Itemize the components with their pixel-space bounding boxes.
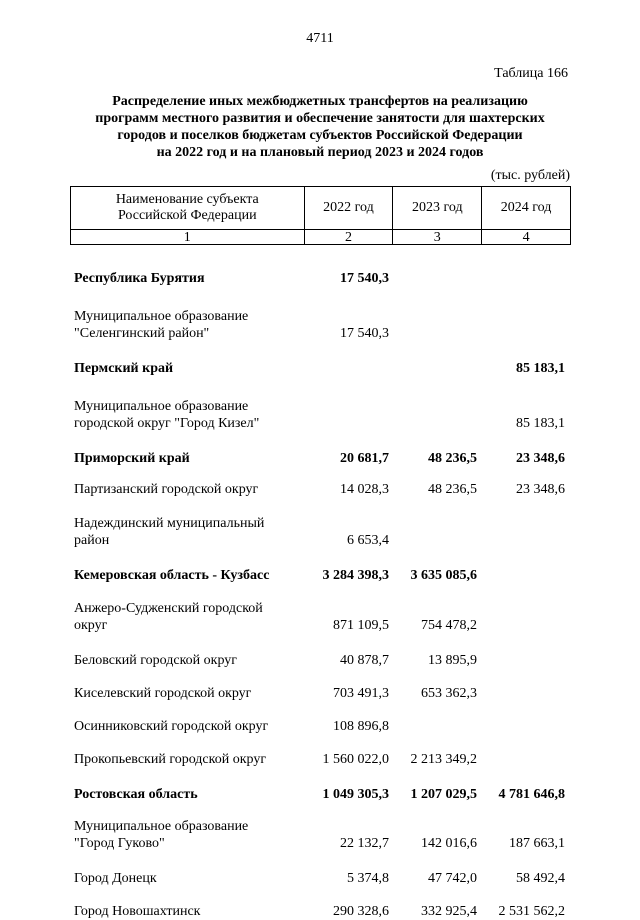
- table-header: [70, 186, 571, 245]
- row-value-2022: 6 653,4: [347, 533, 389, 548]
- row-value-2023: 1 207 029,5: [410, 787, 477, 802]
- row-name-line2: "Селенгинский район": [74, 326, 210, 341]
- title-line: на 2022 год и на плановый период 2023 и 2024 годов: [156, 145, 484, 160]
- row-name: [70, 600, 303, 634]
- table-row: [70, 360, 571, 377]
- table-row: [70, 818, 571, 852]
- row-name: [70, 308, 303, 342]
- row-name-line1: Прокопьевский городской округ: [74, 752, 267, 767]
- row-value-2023: 2 213 349,2: [410, 752, 477, 767]
- row-value-2023: 48 236,5: [428, 451, 477, 466]
- row-value-2022: 290 328,6: [333, 904, 389, 919]
- column-number-3: 3: [393, 230, 482, 245]
- row-name-line1: Анжеро-Судженский городской: [74, 601, 263, 616]
- row-value-2023: 754 478,2: [421, 618, 477, 633]
- table-label: Таблица 166: [494, 66, 568, 81]
- title-line: городов и поселков бюджетам субъектов Российской Федерации: [117, 128, 523, 143]
- row-name: [70, 515, 303, 549]
- row-value-2024: 85 183,1: [516, 361, 565, 376]
- row-value-2024: 58 492,4: [516, 871, 565, 886]
- row-name-line1: Беловский городской округ: [74, 653, 238, 668]
- row-name-line1: Надеждинский муниципальный: [74, 516, 265, 531]
- row-name: [70, 718, 303, 735]
- row-name: [70, 360, 303, 377]
- row-value-2022: 22 132,7: [340, 836, 389, 851]
- row-value-2023: 3 635 085,6: [410, 568, 477, 583]
- row-name-line1: Киселевский городской округ: [74, 686, 252, 701]
- table-row: [70, 450, 571, 467]
- row-value-2022: 17 540,3: [340, 271, 389, 286]
- table-row: [70, 751, 571, 768]
- table-row: [70, 481, 571, 498]
- column-number-2: 2: [304, 230, 393, 245]
- header-name-line1: Наименование субъекта: [115, 192, 259, 207]
- row-name-line1: Город Новошахтинск: [74, 904, 201, 919]
- row-name: [70, 818, 303, 852]
- row-name-line1: Муниципальное образование: [74, 819, 249, 834]
- row-value-2022: 17 540,3: [340, 326, 389, 341]
- row-value-2022: 871 109,5: [333, 618, 389, 633]
- units-label: (тыс. рублей): [490, 168, 570, 183]
- row-name: [70, 398, 303, 432]
- row-value-2022: 20 681,7: [340, 451, 389, 466]
- table-body: [70, 254, 571, 920]
- row-name-line2: "Город Гуково": [74, 836, 165, 851]
- table-row: [70, 718, 571, 735]
- row-name: [70, 903, 303, 920]
- row-name-line1: Кемеровская область - Кузбасс: [74, 568, 270, 583]
- row-name: [70, 685, 303, 702]
- row-value-2023: 48 236,5: [428, 482, 477, 497]
- row-name-line1: Осинниковский городской округ: [74, 719, 269, 734]
- row-name-line1: Партизанский городской округ: [74, 482, 259, 497]
- title-line: программ местного развития и обеспечение занятости для шахтерских: [95, 111, 545, 126]
- row-value-2023: 142 016,6: [421, 836, 477, 851]
- page-number: 4711: [306, 31, 334, 46]
- row-value-2022: 1 049 305,3: [322, 787, 389, 802]
- table-row: [70, 398, 571, 432]
- row-name-line1: Приморский край: [74, 451, 190, 466]
- table-row: [70, 308, 571, 342]
- table-row: [70, 652, 571, 669]
- row-value-2022: 703 491,3: [333, 686, 389, 701]
- row-value-2022: 3 284 398,3: [322, 568, 389, 583]
- row-name: [70, 450, 303, 467]
- table-row: [70, 685, 571, 702]
- column-number-1: 1: [71, 230, 305, 245]
- row-name: [70, 786, 303, 803]
- row-name-line1: Муниципальное образование: [74, 309, 249, 324]
- row-value-2024: 85 183,1: [516, 416, 565, 431]
- row-value-2024: 23 348,6: [516, 482, 565, 497]
- column-number-4: 4: [482, 230, 571, 245]
- table-row: [70, 786, 571, 803]
- row-name-line2: район: [74, 533, 110, 548]
- row-value-2022: 1 560 022,0: [322, 752, 389, 767]
- table-row: [70, 903, 571, 920]
- row-value-2023: 332 925,4: [421, 904, 477, 919]
- table-row: [70, 870, 571, 887]
- row-name-line2: городской округ "Город Кизел": [74, 416, 260, 431]
- table-row: [70, 567, 571, 584]
- header-2023: 2023 год: [393, 187, 482, 230]
- row-value-2024: 187 663,1: [509, 836, 565, 851]
- header-2024: 2024 год: [482, 187, 571, 230]
- row-value-2023: 47 742,0: [428, 871, 477, 886]
- title-line: Распределение иных межбюджетных трансфертов на реализацию: [112, 94, 528, 109]
- row-value-2023: 653 362,3: [421, 686, 477, 701]
- row-value-2024: 2 531 562,2: [498, 904, 565, 919]
- row-name-line1: Муниципальное образование: [74, 399, 249, 414]
- table-row: [70, 515, 571, 549]
- row-value-2022: 108 896,8: [333, 719, 389, 734]
- row-name-line1: Пермский край: [74, 361, 174, 376]
- header-2022: 2022 год: [304, 187, 393, 230]
- row-value-2022: 40 878,7: [340, 653, 389, 668]
- row-name-line2: округ: [74, 618, 108, 633]
- row-name: [70, 870, 303, 887]
- row-name: [70, 567, 303, 584]
- row-value-2024: 23 348,6: [516, 451, 565, 466]
- row-name-line1: Ростовская область: [74, 787, 198, 802]
- row-name-line1: Республика Бурятия: [74, 271, 205, 286]
- row-value-2024: 4 781 646,8: [498, 787, 565, 802]
- row-value-2022: 5 374,8: [347, 871, 389, 886]
- table-row: [70, 270, 571, 287]
- row-name: [70, 751, 303, 768]
- table-row: [70, 600, 571, 634]
- row-name: [70, 270, 303, 287]
- row-name-line1: Город Донецк: [74, 871, 157, 886]
- row-value-2022: 14 028,3: [340, 482, 389, 497]
- row-value-2023: 13 895,9: [428, 653, 477, 668]
- row-name: [70, 652, 303, 669]
- header-name-cell: [71, 187, 305, 230]
- header-name-line2: Российской Федерации: [117, 208, 257, 223]
- table-title: [60, 93, 580, 161]
- row-name: [70, 481, 303, 498]
